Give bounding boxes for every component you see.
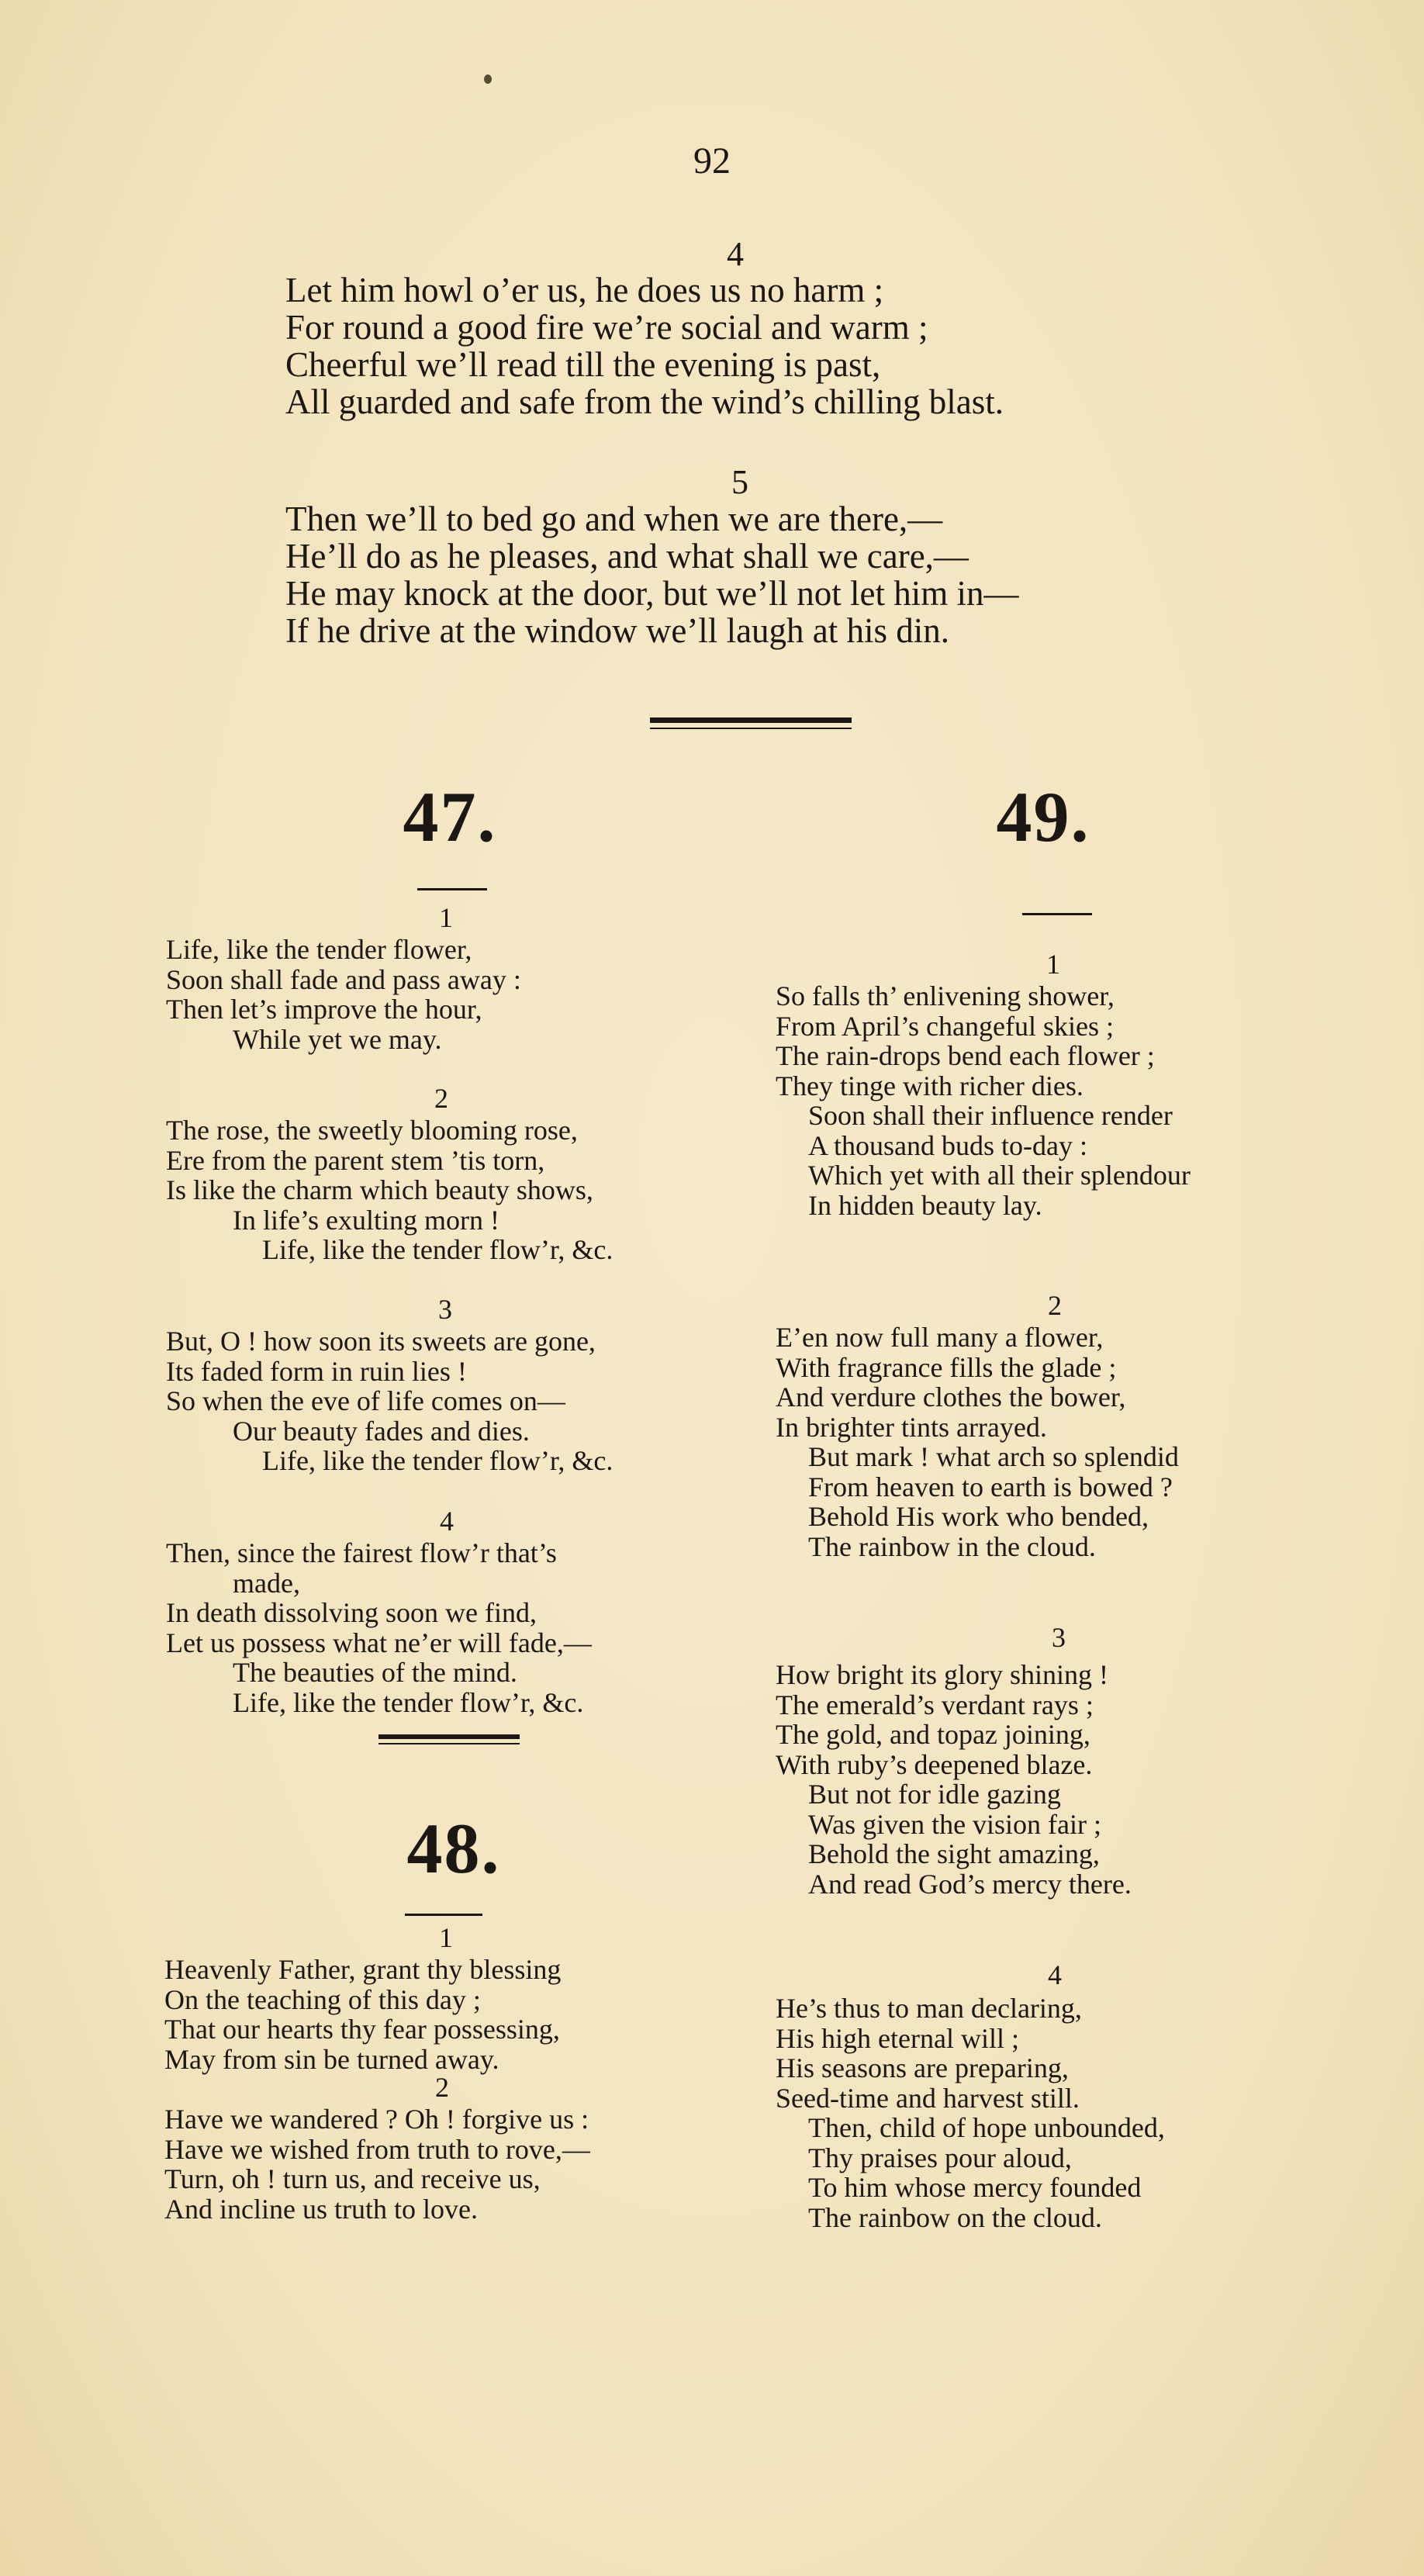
- verse-line: He may knock at the door, but we’ll not let him in—: [285, 574, 1019, 613]
- verse-line: He’ll do as he pleases, and what shall we care,—: [285, 537, 969, 576]
- verse-line: Thy praises pour aloud,: [808, 2142, 1072, 2173]
- refrain-line: Life, like the tender flow’r, &c.: [262, 1445, 613, 1476]
- verse-line: The rose, the sweetly blooming rose,: [166, 1115, 578, 1146]
- verse-line: With fragrance fills the glade ;: [776, 1351, 1117, 1383]
- verse-number: 1: [439, 1922, 453, 1953]
- verse-number: 3: [1052, 1622, 1066, 1653]
- verse-line: And read God’s mercy there.: [808, 1868, 1132, 1900]
- verse-line: That our hearts thy fear possessing,: [164, 2014, 560, 2045]
- hymn47-verse-3: [166, 1326, 613, 1476]
- verse-line: With ruby’s deepened blaze.: [776, 1748, 1093, 1780]
- verse-line: In death dissolving soon we find,: [166, 1597, 537, 1628]
- verse-line: In hidden beauty lay.: [808, 1189, 1042, 1221]
- verse-line: The rainbow on the cloud.: [808, 2201, 1102, 2233]
- verse-number: 5: [731, 463, 748, 501]
- verse-line: E’en now full many a flower,: [776, 1322, 1104, 1353]
- verse-line: On the teaching of this day ;: [164, 1983, 481, 2015]
- hymn47-verse-4: [166, 1538, 592, 1717]
- verse-line: Then, child of hope unbounded,: [808, 2112, 1165, 2143]
- verse-line: In life’s exulting morn !: [233, 1204, 499, 1236]
- section-divider: [378, 1734, 520, 1744]
- verse-number: 2: [1048, 1290, 1062, 1321]
- page-number: 92: [693, 140, 731, 182]
- hymn48-verse-1: [164, 1955, 561, 2074]
- verse-line: Behold the sight amazing,: [808, 1838, 1100, 1869]
- verse-line: From April’s changeful skies ;: [776, 1010, 1114, 1042]
- verse-line: Behold His work who bended,: [808, 1501, 1149, 1532]
- verse-line: Soon shall fade and pass away :: [166, 963, 521, 995]
- hymn48-verse-2: [164, 2104, 590, 2224]
- verse-line: In brighter tints arrayed.: [776, 1411, 1047, 1443]
- verse-number: 2: [434, 1083, 448, 1114]
- verse-line: They tinge with richer dies.: [776, 1070, 1084, 1101]
- verse-line: But, O ! how soon its sweets are gone,: [166, 1326, 596, 1357]
- hymn49-verse-4: [776, 1993, 1165, 2232]
- verse-line: While yet we may.: [233, 1023, 442, 1055]
- verse-line: Our beauty fades and dies.: [233, 1415, 530, 1447]
- hymn-rule: [417, 888, 487, 890]
- verse-line: Turn, oh ! turn us, and receive us,: [164, 2163, 541, 2194]
- hymn-rule: [1022, 913, 1092, 915]
- verse-line: Ere from the parent stem ’tis torn,: [166, 1144, 545, 1176]
- refrain-line: Life, like the tender flow’r, &c.: [233, 1686, 584, 1718]
- verse-number: 2: [435, 2072, 449, 2103]
- verse-line: Have we wandered ? Oh ! forgive us :: [164, 2104, 589, 2135]
- section-divider: [650, 717, 852, 729]
- verse-number: 1: [439, 902, 453, 933]
- verse-line: Have we wished from truth to rove,—: [164, 2133, 590, 2165]
- verse-number: 4: [440, 1506, 454, 1537]
- top-song-verse-5: [285, 500, 1019, 649]
- hymn-rule: [405, 1914, 482, 1916]
- hymn-number: 48.: [406, 1809, 501, 1888]
- verse-line: Cheerful we’ll read till the evening is past,: [285, 345, 881, 384]
- hymn49-verse-3: [776, 1660, 1132, 1899]
- ink-dot: [484, 74, 492, 84]
- verse-line: Life, like the tender flower,: [166, 934, 472, 965]
- hymn49-verse-1: [776, 981, 1191, 1220]
- hymn47-verse-2: [166, 1115, 613, 1265]
- verse-line: Let us possess what ne’er will fade,—: [166, 1627, 592, 1658]
- verse-line: His seasons are preparing,: [776, 2052, 1069, 2083]
- verse-line: Which yet with all their splendour: [808, 1160, 1191, 1191]
- verse-line: Seed-time and harvest still.: [776, 2082, 1080, 2114]
- verse-line: But not for idle gazing: [808, 1779, 1061, 1810]
- hymn49-verse-2: [776, 1323, 1179, 1561]
- verse-number: 1: [1046, 949, 1060, 980]
- verse-line: If he drive at the window we’ll laugh at his din.: [285, 611, 950, 650]
- refrain-line: Life, like the tender flow’r, &c.: [262, 1234, 613, 1265]
- verse-line: From heaven to earth is bowed ?: [808, 1471, 1173, 1502]
- verse-line: So falls th’ enlivening shower,: [776, 980, 1115, 1011]
- verse-line: And incline us truth to love.: [164, 2193, 478, 2225]
- verse-line: And verdure clothes the bower,: [776, 1381, 1126, 1412]
- verse-line: How bright its glory shining !: [776, 1659, 1108, 1690]
- verse-line: The gold, and topaz joining,: [776, 1719, 1090, 1750]
- verse-line: Is like the charm which beauty shows,: [166, 1174, 593, 1205]
- verse-line: Was given the vision fair ;: [808, 1808, 1102, 1840]
- verse-line: The rainbow in the cloud.: [808, 1530, 1096, 1562]
- verse-line: His high eternal will ;: [776, 2022, 1019, 2054]
- verse-line: A thousand buds to-day :: [808, 1129, 1087, 1161]
- verse-number: 4: [727, 235, 744, 273]
- verse-line: To him whose mercy founded: [808, 2172, 1142, 2203]
- verse-line: So when the eve of life comes on—: [166, 1385, 565, 1416]
- hymn-number: 49.: [996, 777, 1090, 856]
- verse-line: All guarded and safe from the wind’s chilling blast.: [285, 382, 1004, 421]
- verse-line: For round a good fire we’re social and warm ;: [285, 308, 928, 347]
- top-song-verse-4: [285, 271, 1004, 420]
- verse-number: 3: [438, 1294, 452, 1325]
- verse-line: Soon shall their influence render: [808, 1100, 1173, 1131]
- verse-line: made,: [233, 1567, 300, 1599]
- verse-line: Then, since the fairest flow’r that’s: [166, 1537, 557, 1568]
- verse-line: Then let’s improve the hour,: [166, 994, 482, 1025]
- verse-line: Let him howl o’er us, he does us no harm ;: [285, 271, 884, 309]
- verse-line: The rain-drops bend each flower ;: [776, 1040, 1155, 1071]
- verse-line: Heavenly Father, grant thy blessing: [164, 1954, 562, 1985]
- verse-line: But mark ! what arch so splendid: [808, 1441, 1179, 1472]
- hymn47-verse-1: [166, 935, 521, 1054]
- verse-line: He’s thus to man declaring,: [776, 1993, 1082, 2024]
- verse-line: May from sin be turned away.: [164, 2043, 499, 2075]
- verse-number: 4: [1048, 1959, 1062, 1990]
- verse-line: The beauties of the mind.: [233, 1657, 517, 1688]
- verse-line: The emerald’s verdant rays ;: [776, 1689, 1094, 1720]
- verse-line: Its faded form in ruin lies !: [166, 1355, 467, 1387]
- verse-line: Then we’ll to bed go and when we are there,—: [285, 500, 943, 538]
- hymn-number: 47.: [403, 777, 497, 856]
